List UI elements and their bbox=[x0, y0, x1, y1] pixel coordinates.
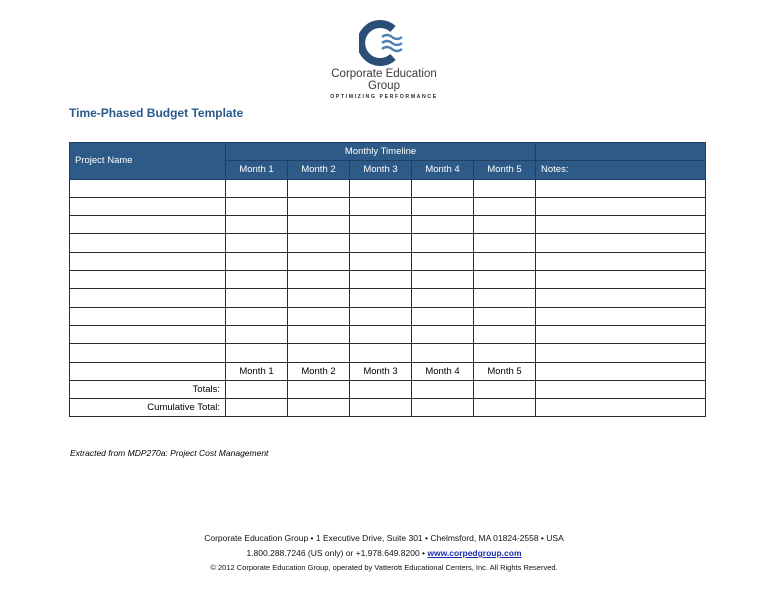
totals-label: Totals: bbox=[70, 380, 226, 398]
table-row bbox=[70, 216, 706, 234]
month-label: Month 3 bbox=[350, 362, 412, 380]
table-cell[interactable] bbox=[350, 234, 412, 252]
table-cell[interactable] bbox=[288, 252, 350, 270]
table-cell[interactable] bbox=[412, 216, 474, 234]
table-cell[interactable] bbox=[288, 197, 350, 215]
table-cell[interactable] bbox=[288, 289, 350, 307]
table-cell[interactable] bbox=[474, 197, 536, 215]
month-label: Month 1 bbox=[226, 362, 288, 380]
table-cell[interactable] bbox=[536, 234, 706, 252]
footer-copyright: © 2012 Corporate Education Group, operated by Vatterott Educational Centers, Inc. All Rights Reserved. bbox=[210, 563, 558, 572]
table-cell[interactable] bbox=[288, 325, 350, 343]
table-cell[interactable] bbox=[350, 325, 412, 343]
footer-website-link[interactable]: www.corpedgroup.com bbox=[427, 548, 522, 558]
table-cell[interactable] bbox=[412, 344, 474, 362]
notes-header: Notes: bbox=[536, 161, 706, 179]
table-cell[interactable] bbox=[70, 179, 226, 197]
table-cell[interactable] bbox=[226, 344, 288, 362]
table-cell[interactable] bbox=[350, 216, 412, 234]
table-cell[interactable] bbox=[412, 271, 474, 289]
ceg-logo-icon bbox=[359, 20, 409, 66]
table-cell[interactable] bbox=[412, 380, 474, 398]
table-row bbox=[70, 252, 706, 270]
table-cell[interactable] bbox=[70, 325, 226, 343]
table-cell[interactable] bbox=[536, 252, 706, 270]
table-cell[interactable] bbox=[226, 289, 288, 307]
table-cell[interactable] bbox=[474, 252, 536, 270]
header-row-top bbox=[70, 143, 706, 161]
table-cell[interactable] bbox=[350, 344, 412, 362]
table-row bbox=[70, 271, 706, 289]
table-cell[interactable] bbox=[474, 179, 536, 197]
table-cell[interactable] bbox=[350, 252, 412, 270]
table-cell[interactable] bbox=[70, 252, 226, 270]
table-cell[interactable] bbox=[70, 344, 226, 362]
table-cell[interactable] bbox=[536, 344, 706, 362]
table-cell[interactable] bbox=[474, 325, 536, 343]
table-cell[interactable] bbox=[536, 271, 706, 289]
table-cell[interactable] bbox=[350, 197, 412, 215]
table-cell[interactable] bbox=[412, 325, 474, 343]
table-cell[interactable] bbox=[350, 399, 412, 417]
table-cell[interactable] bbox=[226, 399, 288, 417]
table-row bbox=[70, 197, 706, 215]
table-cell[interactable] bbox=[350, 271, 412, 289]
document-title: Time-Phased Budget Template bbox=[69, 106, 244, 120]
budget-table bbox=[69, 142, 706, 417]
table-cell[interactable] bbox=[226, 216, 288, 234]
extract-note: Extracted from MDP270a: Project Cost Management bbox=[70, 448, 269, 458]
footer-address: Corporate Education Group • 1 Executive Drive, Suite 301 • Chelmsford, MA 01824-2558 • USA bbox=[204, 533, 564, 543]
table-cell[interactable] bbox=[70, 216, 226, 234]
table-cell[interactable] bbox=[350, 307, 412, 325]
table-row bbox=[70, 234, 706, 252]
table-cell[interactable] bbox=[288, 179, 350, 197]
month-label: Month 2 bbox=[288, 362, 350, 380]
table-cell[interactable] bbox=[412, 197, 474, 215]
table-cell[interactable] bbox=[536, 325, 706, 343]
table-cell[interactable] bbox=[288, 399, 350, 417]
company-tagline: OPTIMIZING PERFORMANCE bbox=[330, 94, 438, 100]
table-row bbox=[70, 344, 706, 362]
table-cell[interactable] bbox=[226, 252, 288, 270]
table-cell[interactable] bbox=[536, 179, 706, 197]
table-cell[interactable] bbox=[288, 380, 350, 398]
table-cell[interactable] bbox=[226, 234, 288, 252]
month-header: Month 2 bbox=[288, 161, 350, 179]
table-cell[interactable] bbox=[226, 325, 288, 343]
footer-contact bbox=[0, 548, 768, 558]
month-label: Month 5 bbox=[474, 362, 536, 380]
table-cell[interactable] bbox=[412, 234, 474, 252]
monthly-timeline-header: Monthly Timeline bbox=[226, 143, 536, 161]
month-label-row bbox=[70, 362, 706, 380]
month-header: Month 4 bbox=[412, 161, 474, 179]
table-cell[interactable] bbox=[536, 307, 706, 325]
table-cell[interactable] bbox=[226, 380, 288, 398]
table-cell[interactable] bbox=[226, 197, 288, 215]
table-cell[interactable] bbox=[412, 179, 474, 197]
table-cell[interactable] bbox=[288, 234, 350, 252]
notes-header-blank bbox=[536, 143, 706, 161]
table-row bbox=[70, 289, 706, 307]
table-cell[interactable] bbox=[412, 307, 474, 325]
table-cell[interactable] bbox=[474, 380, 536, 398]
table-cell[interactable] bbox=[474, 344, 536, 362]
table-cell[interactable] bbox=[226, 307, 288, 325]
table-cell[interactable] bbox=[70, 197, 226, 215]
table-cell[interactable] bbox=[474, 399, 536, 417]
table-cell[interactable] bbox=[70, 307, 226, 325]
company-logo bbox=[314, 20, 454, 98]
footer-phone: 1.800.288.7246 (US only) or +1.978.649.8200 • bbox=[246, 548, 426, 558]
table-cell[interactable] bbox=[288, 307, 350, 325]
table-cell[interactable] bbox=[474, 271, 536, 289]
table-cell[interactable] bbox=[288, 271, 350, 289]
table-cell[interactable] bbox=[70, 289, 226, 307]
table-cell[interactable] bbox=[288, 216, 350, 234]
table-cell[interactable] bbox=[70, 362, 226, 380]
table-cell[interactable] bbox=[536, 197, 706, 215]
table-cell[interactable] bbox=[412, 399, 474, 417]
table-cell[interactable] bbox=[350, 380, 412, 398]
table-cell[interactable] bbox=[536, 289, 706, 307]
cumulative-label: Cumulative Total: bbox=[70, 399, 226, 417]
table-cell[interactable] bbox=[536, 399, 706, 417]
table-row bbox=[70, 307, 706, 325]
table-cell[interactable] bbox=[474, 234, 536, 252]
table-cell[interactable] bbox=[412, 289, 474, 307]
table-cell[interactable] bbox=[536, 380, 706, 398]
table-cell[interactable] bbox=[288, 344, 350, 362]
table-cell[interactable] bbox=[474, 289, 536, 307]
table-cell[interactable] bbox=[70, 234, 226, 252]
cumulative-row bbox=[70, 399, 706, 417]
table-cell[interactable] bbox=[474, 307, 536, 325]
table-row bbox=[70, 179, 706, 197]
table-cell[interactable] bbox=[70, 271, 226, 289]
table-cell[interactable] bbox=[412, 252, 474, 270]
month-header: Month 1 bbox=[226, 161, 288, 179]
table-cell[interactable] bbox=[536, 362, 706, 380]
project-name-header: Project Name bbox=[70, 143, 226, 180]
month-header: Month 5 bbox=[474, 161, 536, 179]
table-cell[interactable] bbox=[226, 179, 288, 197]
table-cell[interactable] bbox=[474, 216, 536, 234]
table-cell[interactable] bbox=[350, 289, 412, 307]
blank-rows bbox=[70, 179, 706, 362]
month-label: Month 4 bbox=[412, 362, 474, 380]
table-cell[interactable] bbox=[350, 179, 412, 197]
company-name: Corporate Education Group bbox=[331, 68, 437, 92]
table-row bbox=[70, 325, 706, 343]
month-header: Month 3 bbox=[350, 161, 412, 179]
table-cell[interactable] bbox=[226, 271, 288, 289]
totals-row bbox=[70, 380, 706, 398]
table-cell[interactable] bbox=[536, 216, 706, 234]
